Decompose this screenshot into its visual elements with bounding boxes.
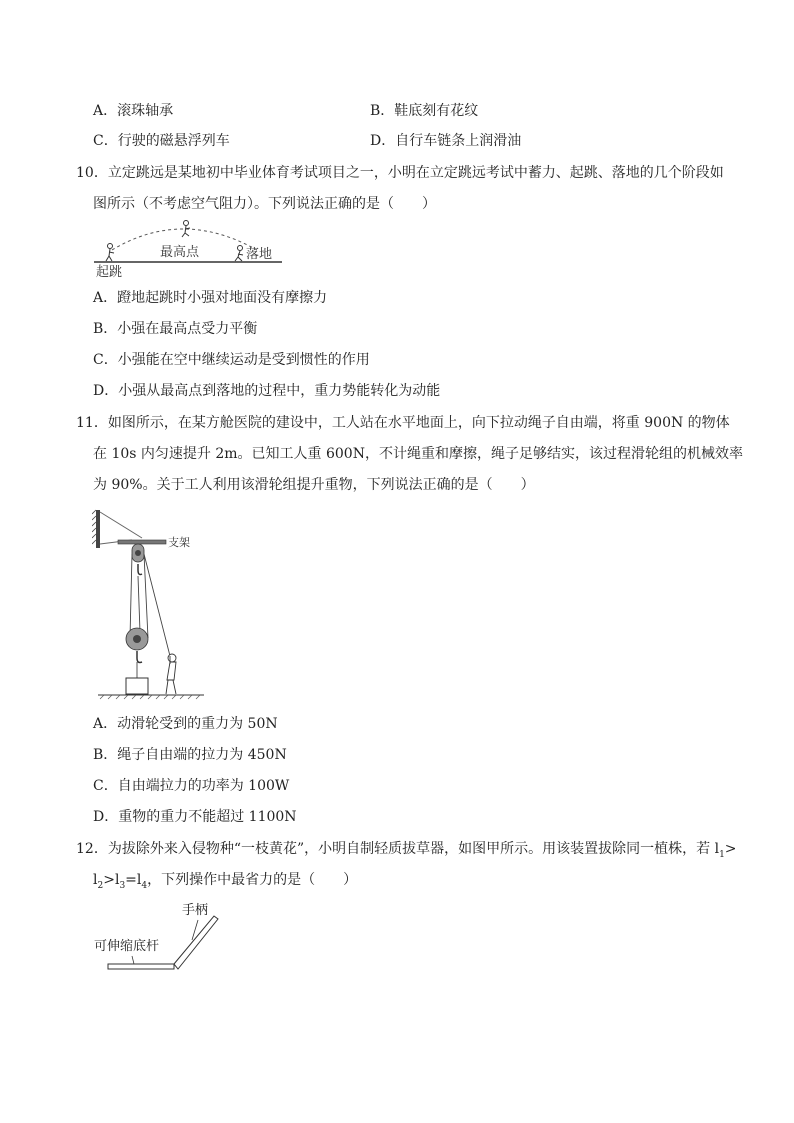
weight-block bbox=[126, 678, 148, 694]
support-strut bbox=[100, 512, 142, 544]
q9-option-d: D．自行车链条上润滑油 bbox=[370, 133, 522, 149]
jumper-land-icon bbox=[235, 246, 243, 262]
q12-stem-line2: $l_2>l_3=l_4$，下列操作中最省力的是（ ） bbox=[93, 872, 358, 891]
q10-stem-line1: 10．立定跳远是某地初中毕业体育考试项目之一，小明在立定跳远考试中蓄力、起跳、落地的几个阶段如 bbox=[76, 165, 724, 181]
rod-pointer bbox=[132, 956, 134, 964]
q11-option-a: A．动滑轮受到的重力为 50N bbox=[93, 716, 278, 732]
handle bbox=[174, 916, 218, 969]
worker-icon bbox=[166, 654, 176, 694]
label-bracket: 支架 bbox=[168, 536, 190, 549]
q11-option-b: B．绳子自由端的拉力为 450N bbox=[93, 747, 287, 763]
wall bbox=[96, 510, 100, 548]
label-landing: 落地 bbox=[246, 247, 273, 262]
q10-option-a: A．蹬地起跳时小强对地面没有摩擦力 bbox=[93, 290, 328, 306]
bracket bbox=[118, 540, 166, 544]
q11-option-c: C．自由端拉力的功率为 100W bbox=[93, 778, 290, 794]
q10-option-c: C．小强能在空中继续运动是受到惯性的作用 bbox=[93, 352, 370, 368]
q11-option-d: D．重物的重力不能超过 1100N bbox=[93, 809, 297, 825]
q9-option-c: C．行驶的磁悬浮列车 bbox=[93, 133, 230, 149]
movable-pulley bbox=[126, 628, 148, 650]
q11-pulley-figure bbox=[92, 506, 212, 702]
q11-stem-line2: 在 10s 内匀速提升 2m。已知工人重 600N，不计绳重和摩擦，绳子足够结实，该过程滑轮组的机械效率 bbox=[93, 446, 743, 462]
label-handle: 手柄 bbox=[182, 903, 209, 918]
q11-stem-line1: 11．如图所示，在某方舱医院的建设中，工人站在水平地面上，向下拉动绳子自由端，将重 900N 的物体 bbox=[76, 415, 730, 431]
q10-stem-line2: 图所示（不考虑空气阻力）。下列说法正确的是（ ） bbox=[93, 196, 436, 212]
telescopic-rod bbox=[108, 964, 174, 969]
q10-option-b: B．小强在最高点受力平衡 bbox=[93, 321, 258, 337]
q9-option-b: B．鞋底刻有花纹 bbox=[370, 103, 479, 119]
q10-jump-figure bbox=[92, 218, 292, 280]
fixed-pulley bbox=[132, 544, 144, 562]
q9-option-a: A．滚珠轴承 bbox=[93, 103, 174, 119]
label-takeoff: 起跳 bbox=[96, 265, 123, 280]
label-highest-point: 最高点 bbox=[160, 245, 200, 260]
jumper-start-icon bbox=[106, 244, 114, 262]
q10-option-d: D．小强从最高点到落地的过程中，重力势能转化为动能 bbox=[93, 383, 441, 399]
q12-weeder-figure bbox=[92, 898, 242, 978]
q11-stem-line3: 为 90%。关于工人利用该滑轮组提升重物，下列说法正确的是（ ） bbox=[93, 477, 535, 493]
label-telescopic-rod: 可伸缩底杆 bbox=[94, 939, 160, 954]
q12-stem-line1: 12．为拔除外来入侵物种“一枝黄花”，小明自制轻质拔草器，如图甲所示。用该装置拔除同一植株，若 $l_1>$ bbox=[76, 841, 737, 860]
